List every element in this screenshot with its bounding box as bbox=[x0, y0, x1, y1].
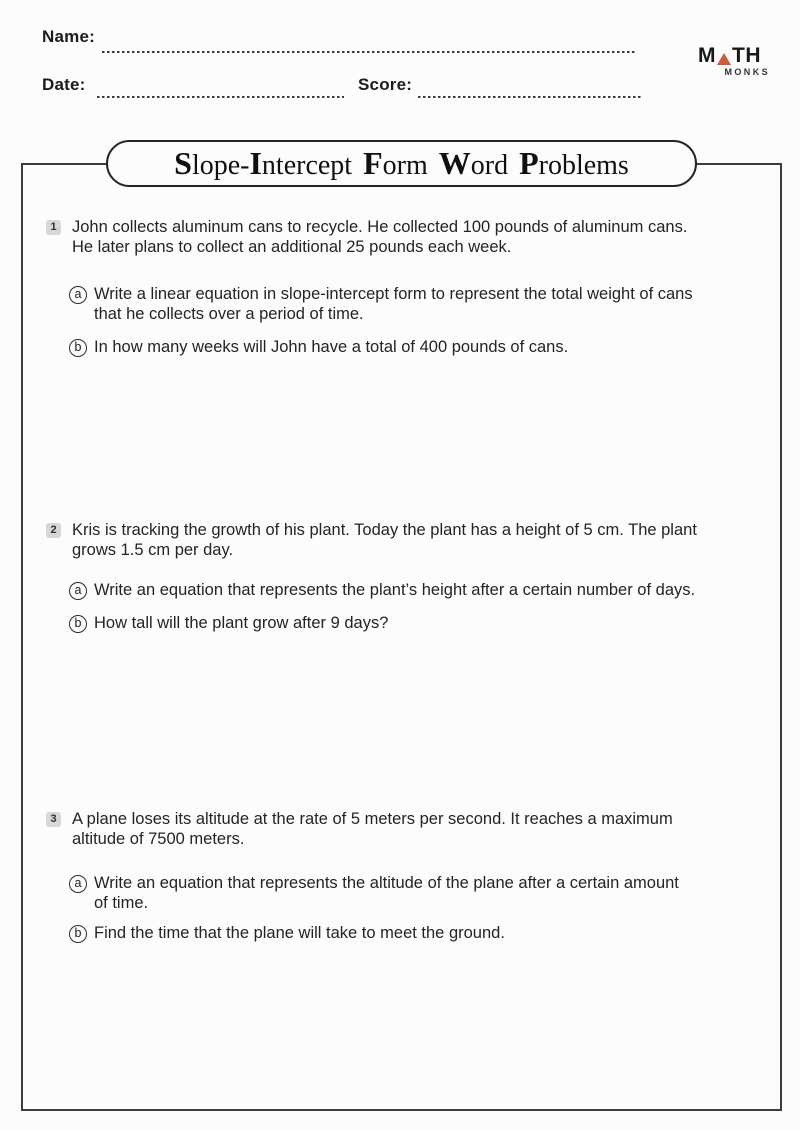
title-initial: P bbox=[519, 145, 539, 181]
page-title bbox=[174, 145, 249, 182]
title-initial: W bbox=[438, 145, 471, 181]
problem-3 bbox=[46, 810, 673, 849]
subpart-text bbox=[94, 338, 568, 358]
subpart-text-line: Write a linear equation in slope-intercept form to represent the total weight of cans bbox=[94, 285, 693, 303]
problem-2-part-a bbox=[69, 581, 695, 601]
name-fill-line bbox=[102, 51, 637, 53]
subpart-label: a bbox=[69, 582, 87, 600]
date-label: Date: bbox=[42, 75, 86, 94]
problem-text-line: John collects aluminum cans to recycle. He collected 100 pounds of aluminum cans. bbox=[72, 218, 688, 236]
title-initial: F bbox=[363, 145, 383, 181]
logo-wordmark bbox=[698, 45, 772, 66]
problem-3-part-b bbox=[69, 924, 505, 944]
problem-text-line: He later plans to collect an additional 25 pounds each week. bbox=[72, 237, 512, 256]
problem-number-badge: 1 bbox=[46, 220, 61, 235]
problem-text bbox=[72, 810, 673, 849]
title-initial: S bbox=[174, 145, 192, 181]
problem-text bbox=[72, 521, 697, 560]
problem-number-badge: 3 bbox=[46, 812, 61, 827]
subpart-label: b bbox=[69, 615, 87, 633]
subpart-text-line: In how many weeks will John have a total of 400 pounds of cans. bbox=[94, 338, 569, 356]
title-rest: ntercept bbox=[261, 150, 353, 181]
math-monks-logo bbox=[698, 45, 772, 77]
score-fill-line bbox=[418, 96, 642, 98]
subpart-text bbox=[94, 924, 505, 944]
name-label: Name: bbox=[42, 27, 95, 46]
problem-3-part-a bbox=[69, 874, 679, 913]
problem-text-line: A plane loses its altitude at the rate of 5 meters per second. It reaches a maximum bbox=[72, 810, 673, 828]
problem-text-line: Kris is tracking the growth of his plant. Today the plant has a height of 5 cm. The plant bbox=[72, 521, 697, 539]
subpart-text-line: of time. bbox=[94, 893, 149, 912]
subpart-text-line: Find the time that the plane will take to meet the ground. bbox=[94, 924, 505, 942]
problem-1 bbox=[46, 218, 687, 257]
title-rest: roblems bbox=[538, 150, 629, 181]
title-rest: lope- bbox=[191, 150, 250, 181]
problem-text bbox=[72, 218, 687, 257]
subpart-label: b bbox=[69, 925, 87, 943]
problems-box bbox=[21, 163, 782, 1111]
score-label: Score: bbox=[358, 75, 413, 94]
title-initial: I bbox=[249, 145, 262, 181]
triangle-icon bbox=[717, 53, 731, 65]
subpart-label: a bbox=[69, 875, 87, 893]
problem-text-line: altitude of 7500 meters. bbox=[72, 829, 245, 848]
subpart-text bbox=[94, 614, 388, 634]
logo-letter-m: M bbox=[698, 44, 716, 67]
logo-letters-th: TH bbox=[732, 44, 761, 67]
title-banner bbox=[106, 140, 697, 187]
subpart-text-line: How tall will the plant grow after 9 days? bbox=[94, 614, 389, 632]
title-rest: ord bbox=[470, 150, 509, 181]
problem-2 bbox=[46, 521, 697, 560]
title-rest: orm bbox=[382, 150, 428, 181]
subpart-text bbox=[94, 285, 693, 324]
problem-number-badge: 2 bbox=[46, 523, 61, 538]
subpart-text bbox=[94, 874, 679, 913]
problem-2-part-b bbox=[69, 614, 388, 634]
subpart-label: a bbox=[69, 286, 87, 304]
subpart-label: b bbox=[69, 339, 87, 357]
problem-1-part-a bbox=[69, 285, 693, 324]
problem-1-part-b bbox=[69, 338, 568, 358]
date-fill-line bbox=[97, 96, 344, 98]
logo-subtitle: MONKS bbox=[724, 67, 770, 77]
subpart-text-line: Write an equation that represents the altitude of the plane after a certain amount bbox=[94, 874, 679, 892]
subpart-text bbox=[94, 581, 695, 601]
subpart-text-line: that he collects over a period of time. bbox=[94, 304, 364, 323]
subpart-text-line: Write an equation that represents the plant’s height after a certain number of days. bbox=[94, 581, 696, 599]
problem-text-line: grows 1.5 cm per day. bbox=[72, 540, 234, 559]
